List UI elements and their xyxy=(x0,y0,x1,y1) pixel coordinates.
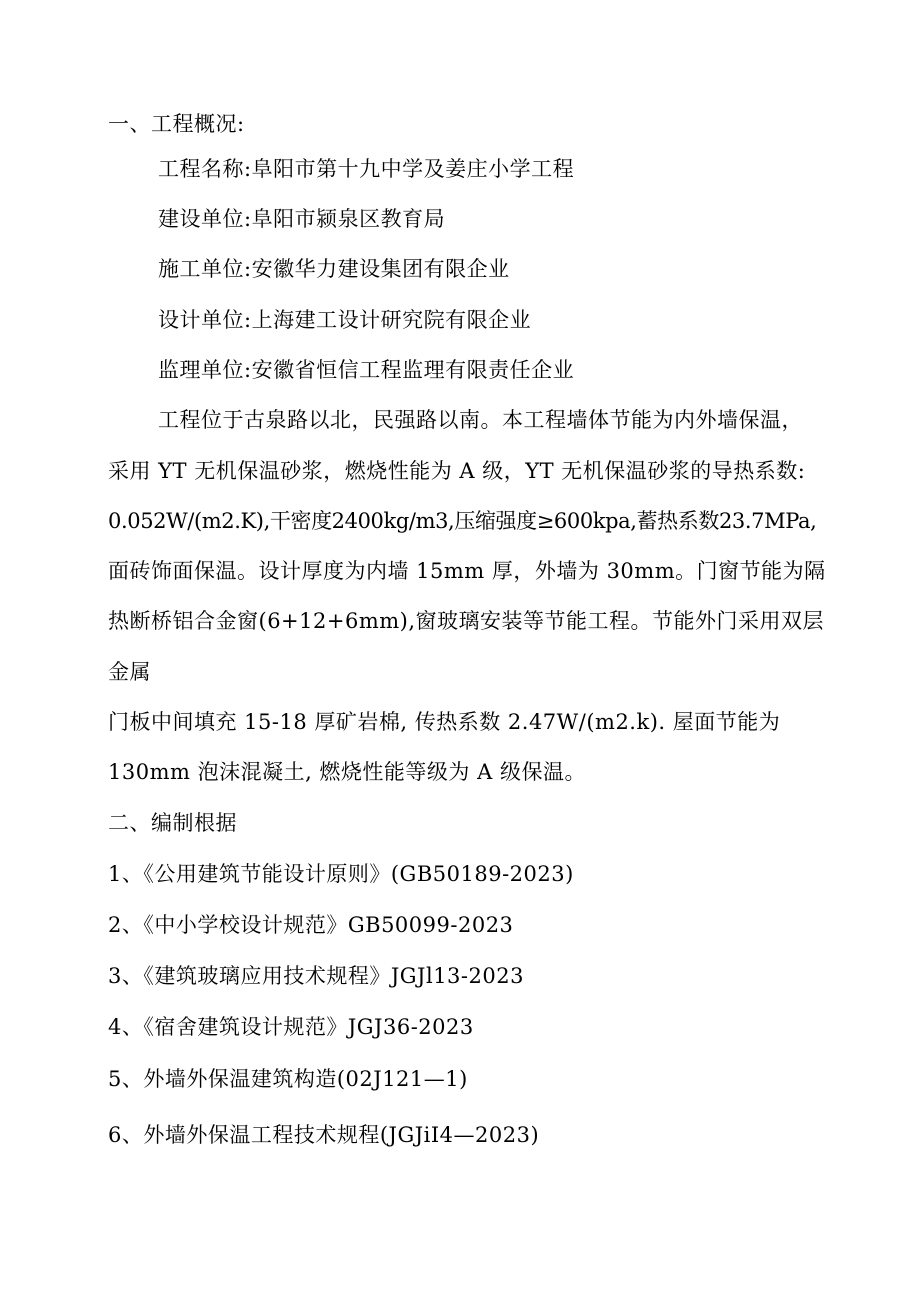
supervision-unit: 监理单位:安徽省恒信工程监理有限责任企业 xyxy=(158,358,575,382)
reference-item-3: 3、《建筑玻璃应用技术规程》JGJl13-2023 xyxy=(108,964,524,988)
construction-unit: 施工单位:安徽华力建设集团有限企业 xyxy=(158,257,510,281)
paragraph-line-2: 采用 YT 无机保温砂浆，燃烧性能为 A 级，YT 无机保温砂浆的导热系数: xyxy=(108,459,806,483)
reference-item-6: 6、外墙外保温工程技术规程(JGJiI4—2023) xyxy=(108,1123,540,1147)
paragraph-line-6: 金属 xyxy=(108,660,151,684)
paragraph-line-8: 130mm 泡沫混凝土, 燃烧性能等级为 A 级保温。 xyxy=(108,760,586,784)
project-name: 工程名称:阜阳市第十九中学及姜庄小学工程 xyxy=(158,157,575,181)
paragraph-line-4: 面砖饰面保温。设计厚度为内墙 15mm 厚，外墙为 30mm。门窗节能为隔 xyxy=(108,559,826,583)
client-unit: 建设单位:阜阳市颍泉区教育局 xyxy=(158,207,446,231)
section-1-heading: 一、工程概况: xyxy=(108,112,245,136)
paragraph-line-1: 工程位于古泉路以北，民强路以南。本工程墙体节能为内外墙保温， xyxy=(158,408,803,432)
paragraph-line-3: 0.052W/(m2.K),干密度2400kg/m3,压缩强度≥600kpa,蓄热系数23.7MPa, xyxy=(108,509,817,533)
reference-item-2: 2、《中小学校设计规范》GB50099-2023 xyxy=(108,913,514,937)
reference-item-4: 4、《宿舍建筑设计规范》JGJ36-2023 xyxy=(108,1015,474,1039)
design-unit: 设计单位:上海建工设计研究院有限企业 xyxy=(158,308,532,332)
section-2-heading: 二、编制根据 xyxy=(108,811,237,835)
paragraph-line-5: 热断桥铝合金窗(6+12+6mm),窗玻璃安装等节能工程。节能外门采用双层 xyxy=(108,609,825,633)
reference-item-1: 1、《公用建筑节能设计原则》(GB50189-2023) xyxy=(108,862,574,886)
reference-item-5: 5、外墙外保温建筑构造(02J121—1) xyxy=(108,1067,468,1091)
paragraph-line-7: 门板中间填充 15-18 厚矿岩棉, 传热系数 2.47W/(m2.k). 屋面节能为 xyxy=(108,710,781,734)
